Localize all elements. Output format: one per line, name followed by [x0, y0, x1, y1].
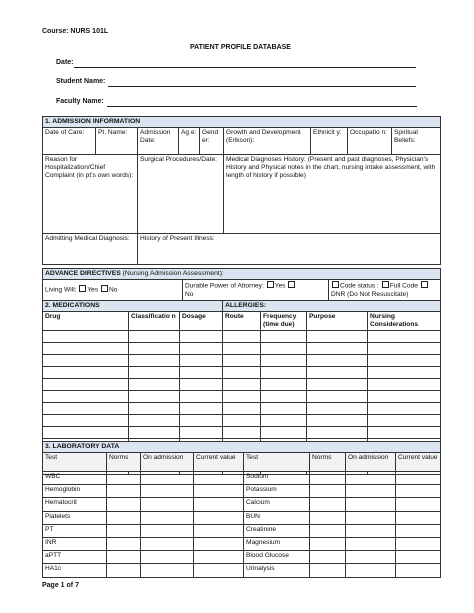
lab-test-name: Urinalysis	[244, 564, 310, 577]
dpoa-yes-checkbox[interactable]	[267, 281, 274, 288]
date-of-care-cell[interactable]: Date of Care:	[43, 128, 96, 155]
code-status-label: Code status :	[340, 282, 379, 290]
medication-cell[interactable]	[180, 331, 223, 343]
dpoa-yes-label: Yes	[274, 282, 286, 290]
lab-test-name: Magnesium	[244, 537, 310, 550]
lab-value-cell[interactable]	[107, 564, 141, 577]
medication-cell[interactable]	[307, 331, 368, 343]
medical-diagnoses-history-cell[interactable]: Medical Diagnoses History: (Present and past diagnoses, Physician’s History and Physical notes in the chart, nursing intake assessment, with length of history if possible)	[224, 155, 441, 234]
medication-row	[43, 343, 441, 355]
lab-test-name: Creatinine	[244, 524, 310, 537]
lab-col-norms-2: Norms	[310, 453, 346, 472]
lab-value-cell[interactable]	[194, 564, 244, 577]
lab-value-cell[interactable]	[396, 498, 441, 511]
lab-test-name: Hemoglobin	[43, 485, 107, 498]
page-number: Page 1 of 7	[42, 582, 79, 589]
lab-col-norms: Norms	[107, 453, 141, 472]
lab-value-cell[interactable]	[310, 511, 346, 524]
medication-row	[43, 403, 441, 415]
medication-row	[43, 355, 441, 367]
col-purpose: Purpose	[307, 312, 368, 331]
medication-cell[interactable]	[261, 331, 307, 343]
lab-test-name: Platelets	[43, 511, 107, 524]
lab-value-cell[interactable]	[194, 537, 244, 550]
col-nursing-considerations: Nursing Considerations	[368, 312, 441, 331]
lab-value-cell[interactable]	[346, 472, 396, 485]
lab-value-cell[interactable]	[396, 524, 441, 537]
lab-value-cell[interactable]	[396, 511, 441, 524]
lab-value-cell[interactable]	[107, 537, 141, 550]
admitting-diagnosis-cell[interactable]: Admitting Medical Diagnosis:	[43, 234, 138, 265]
medication-cell[interactable]	[43, 331, 129, 343]
lab-row	[43, 524, 441, 537]
occupation-cell[interactable]: Occupatio n:	[348, 128, 392, 155]
course-label: Course: NURS 101L	[42, 28, 109, 35]
medication-cell[interactable]	[307, 427, 368, 439]
lab-value-cell[interactable]	[107, 551, 141, 564]
surgical-procedures-cell[interactable]: Surgical Procedures/Date:	[138, 155, 224, 234]
medication-cell[interactable]	[129, 379, 180, 391]
lab-value-cell[interactable]	[396, 551, 441, 564]
medication-cell[interactable]	[261, 379, 307, 391]
medication-cell[interactable]	[261, 343, 307, 355]
medication-cell[interactable]	[261, 355, 307, 367]
medication-cell[interactable]	[129, 427, 180, 439]
lab-value-cell[interactable]	[310, 472, 346, 485]
admission-date-cell[interactable]: Admission Date:	[138, 128, 179, 155]
student-label: Student Name:	[56, 78, 106, 85]
pt-name-cell[interactable]: Pt. Name:	[96, 128, 138, 155]
medication-row	[43, 391, 441, 403]
medication-cell[interactable]	[43, 355, 129, 367]
col-classification: Classificatio n	[129, 312, 180, 331]
col-drug: Drug	[43, 312, 129, 331]
lab-test-name: Blood Glucose	[244, 551, 310, 564]
lab-col-test: Test	[43, 453, 107, 472]
ethnicity-cell[interactable]: Ethnicit y:	[311, 128, 348, 155]
lab-test-name: aPTT	[43, 551, 107, 564]
medication-cell[interactable]	[43, 403, 129, 415]
medication-row	[43, 367, 441, 379]
advance-title: ADVANCE DIRECTIVES	[45, 270, 121, 277]
lab-test-name: Sodium	[244, 472, 310, 485]
medication-cell[interactable]	[307, 403, 368, 415]
medication-row	[43, 415, 441, 427]
lab-value-cell[interactable]	[346, 524, 396, 537]
lab-value-cell[interactable]	[310, 485, 346, 498]
medication-cell[interactable]	[180, 427, 223, 439]
admission-table	[42, 116, 441, 265]
medication-cell[interactable]	[368, 367, 441, 379]
medication-cell[interactable]	[307, 355, 368, 367]
medication-cell[interactable]	[129, 367, 180, 379]
lab-value-cell[interactable]	[107, 472, 141, 485]
living-will-yes-checkbox[interactable]	[79, 285, 86, 292]
lab-value-cell[interactable]	[396, 485, 441, 498]
lab-row	[43, 498, 441, 511]
medication-cell[interactable]	[43, 391, 129, 403]
living-will-cell	[43, 280, 183, 301]
lab-row	[43, 472, 441, 485]
medication-cell[interactable]	[223, 379, 261, 391]
lab-row	[43, 564, 441, 577]
medication-cell[interactable]	[368, 415, 441, 427]
lab-value-cell[interactable]	[310, 551, 346, 564]
lab-value-cell[interactable]	[107, 524, 141, 537]
student-name-field[interactable]	[108, 86, 416, 87]
lab-value-cell[interactable]	[141, 551, 194, 564]
advance-directives-table	[42, 268, 441, 301]
medication-cell[interactable]	[368, 343, 441, 355]
medication-cell[interactable]	[43, 415, 129, 427]
medication-cell[interactable]	[368, 379, 441, 391]
lab-section-header: 3. LABORATORY DATA	[43, 442, 441, 453]
dpoa-cell	[183, 280, 329, 301]
medication-cell[interactable]	[43, 367, 129, 379]
admission-section-header: 1. ADMISSION INFORMATION	[43, 117, 441, 128]
medication-cell[interactable]	[307, 379, 368, 391]
lab-value-cell[interactable]	[194, 524, 244, 537]
medication-cell[interactable]	[261, 403, 307, 415]
lab-value-cell[interactable]	[396, 537, 441, 550]
medication-cell[interactable]	[129, 343, 180, 355]
dpoa-no-label: No	[185, 290, 194, 298]
faculty-name-field[interactable]	[107, 106, 417, 107]
faculty-label: Faculty Name:	[56, 98, 104, 105]
medication-cell[interactable]	[43, 379, 129, 391]
medication-row	[43, 331, 441, 343]
medication-cell[interactable]	[307, 391, 368, 403]
lab-value-cell[interactable]	[346, 511, 396, 524]
lab-value-cell[interactable]	[107, 498, 141, 511]
dpoa-no-checkbox[interactable]	[288, 281, 295, 288]
lab-row	[43, 511, 441, 524]
lab-value-cell[interactable]	[194, 511, 244, 524]
lab-test-name: PT	[43, 524, 107, 537]
allergies-header: ALLERGIES:	[223, 301, 441, 312]
page-title: PATIENT PROFILE DATABASE	[190, 44, 291, 51]
medication-cell[interactable]	[180, 403, 223, 415]
medication-cell[interactable]	[223, 403, 261, 415]
code-status-cell	[329, 280, 441, 301]
medication-cell[interactable]	[223, 427, 261, 439]
medication-cell[interactable]	[307, 343, 368, 355]
lab-value-cell[interactable]	[107, 511, 141, 524]
medication-cell[interactable]	[223, 343, 261, 355]
medication-cell[interactable]	[223, 391, 261, 403]
medication-cell[interactable]	[180, 415, 223, 427]
lab-value-cell[interactable]	[194, 485, 244, 498]
living-will-no-checkbox[interactable]	[101, 285, 108, 292]
advance-section-header	[43, 269, 441, 280]
medication-cell[interactable]	[368, 427, 441, 439]
medication-cell[interactable]	[180, 355, 223, 367]
age-cell[interactable]: Ag e:	[179, 128, 200, 155]
medication-cell[interactable]	[223, 415, 261, 427]
medication-cell[interactable]	[180, 367, 223, 379]
date-label: Date:	[56, 59, 74, 66]
lab-col-on-admission-2: On admission	[346, 453, 396, 472]
medication-cell[interactable]	[261, 391, 307, 403]
medication-cell[interactable]	[307, 415, 368, 427]
lab-test-name: WBC	[43, 472, 107, 485]
medication-cell[interactable]	[368, 403, 441, 415]
medication-cell[interactable]	[368, 391, 441, 403]
medication-cell[interactable]	[368, 331, 441, 343]
lab-value-cell[interactable]	[141, 498, 194, 511]
medication-cell[interactable]	[180, 379, 223, 391]
medication-cell[interactable]	[368, 355, 441, 367]
dnr-label: DNR (Do Not Resuscitate)	[331, 290, 409, 298]
medication-cell[interactable]	[223, 367, 261, 379]
lab-value-cell[interactable]	[396, 564, 441, 577]
lab-row	[43, 537, 441, 550]
growth-development-cell[interactable]: Growth and Development (Erikson):	[224, 128, 311, 155]
lab-value-cell[interactable]	[194, 498, 244, 511]
lab-value-cell[interactable]	[346, 485, 396, 498]
col-dosage: Dosage	[180, 312, 223, 331]
medications-section-header: 2. MEDICATIONS	[43, 301, 223, 312]
lab-value-cell[interactable]	[141, 472, 194, 485]
medication-cell[interactable]	[180, 391, 223, 403]
lab-test-name: BUN	[244, 511, 310, 524]
lab-col-current-value: Current value	[194, 453, 244, 472]
lab-value-cell[interactable]	[141, 564, 194, 577]
lab-value-cell[interactable]	[346, 564, 396, 577]
lab-value-cell[interactable]	[396, 472, 441, 485]
medication-cell[interactable]	[307, 367, 368, 379]
medication-cell[interactable]	[129, 355, 180, 367]
lab-value-cell[interactable]	[310, 498, 346, 511]
lab-test-name: INR	[43, 537, 107, 550]
lab-col-on-admission: On admission	[141, 453, 194, 472]
lab-test-name: HA1c	[43, 564, 107, 577]
medication-cell[interactable]	[43, 427, 129, 439]
medication-cell[interactable]	[129, 391, 180, 403]
lab-value-cell[interactable]	[346, 551, 396, 564]
lab-col-test-2: Test	[244, 453, 310, 472]
lab-test-name: Calcium	[244, 498, 310, 511]
medication-cell[interactable]	[261, 427, 307, 439]
lab-value-cell[interactable]	[194, 551, 244, 564]
reason-for-hospitalization-cell[interactable]: Reason for Hospitalization/Chief Complaint (in pt’s own words):	[43, 155, 138, 234]
lab-value-cell[interactable]	[310, 537, 346, 550]
code-status-checkbox[interactable]	[332, 281, 339, 288]
lab-col-current-value-2: Current value	[396, 453, 441, 472]
living-will-yes-label: Yes	[87, 286, 99, 294]
lab-test-name: Potassium	[244, 485, 310, 498]
lab-value-cell[interactable]	[141, 537, 194, 550]
gender-cell[interactable]: Gend er:	[200, 128, 224, 155]
living-will-no-label: No	[108, 286, 118, 294]
lab-value-cell[interactable]	[107, 485, 141, 498]
medication-cell[interactable]	[261, 367, 307, 379]
medication-cell[interactable]	[129, 403, 180, 415]
dnr-extra-checkbox[interactable]	[421, 281, 428, 288]
col-frequency: Frequency (time due)	[261, 312, 307, 331]
full-code-checkbox[interactable]	[382, 281, 389, 288]
medication-cell[interactable]	[223, 331, 261, 343]
lab-value-cell[interactable]	[141, 485, 194, 498]
medication-cell[interactable]	[261, 415, 307, 427]
lab-value-cell[interactable]	[310, 564, 346, 577]
medication-row	[43, 379, 441, 391]
medication-cell[interactable]	[43, 343, 129, 355]
lab-value-cell[interactable]	[346, 498, 396, 511]
medication-cell[interactable]	[223, 355, 261, 367]
date-field[interactable]	[74, 67, 416, 68]
history-present-illness-cell[interactable]: History of Present Illness:	[138, 234, 441, 265]
col-route: Route	[223, 312, 261, 331]
lab-row	[43, 551, 441, 564]
dpoa-label: Durable Power of Attorney:	[185, 282, 264, 290]
lab-table	[42, 441, 441, 578]
medication-row	[43, 427, 441, 439]
full-code-label: Full Code	[389, 282, 418, 290]
living-will-label: Living Will:	[45, 286, 77, 294]
medication-cell[interactable]	[129, 415, 180, 427]
lab-value-cell[interactable]	[310, 524, 346, 537]
medication-cell[interactable]	[180, 343, 223, 355]
medication-cell[interactable]	[129, 331, 180, 343]
lab-value-cell[interactable]	[194, 472, 244, 485]
advance-subtitle: (Nursing Admission Assessment):	[120, 270, 224, 277]
lab-test-name: Hematocrit	[43, 498, 107, 511]
lab-value-cell[interactable]	[346, 537, 396, 550]
lab-value-cell[interactable]	[141, 511, 194, 524]
lab-value-cell[interactable]	[141, 524, 194, 537]
lab-row	[43, 485, 441, 498]
spiritual-beliefs-cell[interactable]: Spiritual Beliefs:	[392, 128, 441, 155]
